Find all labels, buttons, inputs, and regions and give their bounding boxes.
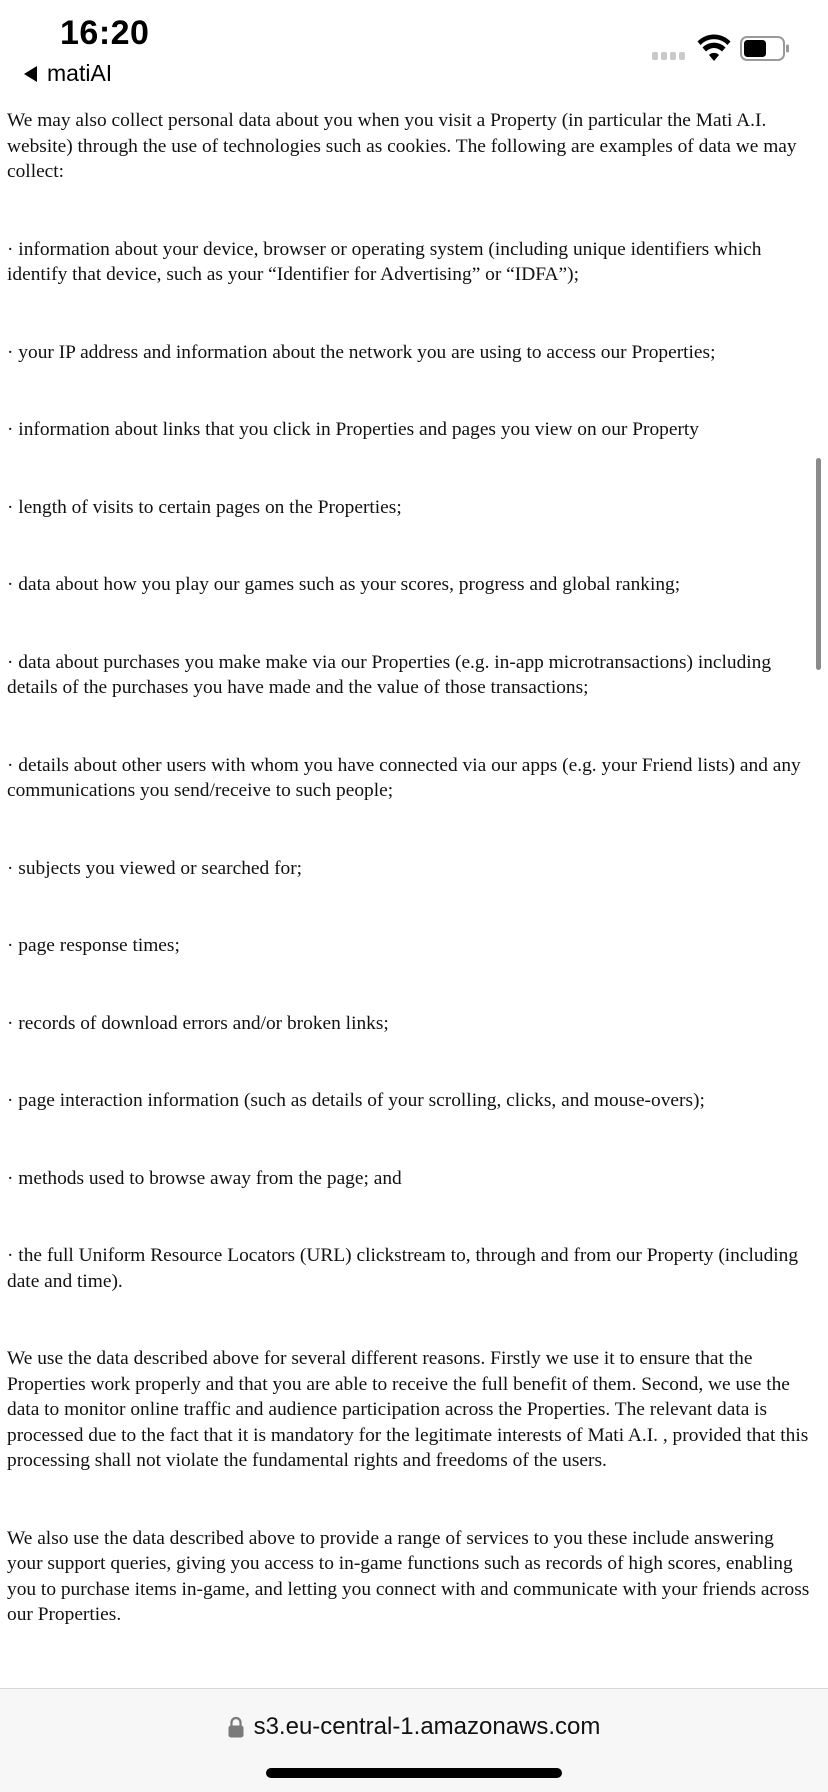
back-app-label: matiAI <box>47 60 113 86</box>
list-item: · length of visits to certain pages on the Properties; <box>7 496 402 518</box>
status-bar <box>0 0 828 100</box>
intro-paragraph: We may also collect personal data about you when you visit a Property (in particular the Mati A.I. website) through the use of technologies such as cookies. The following are examples of data we may collect: <box>7 110 797 182</box>
cellular-signal-icon <box>652 52 685 60</box>
list-item: · subjects you viewed or searched for; <box>7 857 303 879</box>
reasons-paragraph: We use the data described above for several different reasons. Firstly we use it to ensure that the Properties work properly and that you are able to receive the full benefit of them. Second, we use the data to monitor online traffic and audience participation across the Properties. The relevant data is processed due to the fact that it is mandatory for the legitimate interests of Mati A.I. , provided that this processing shall not violate the fundamental rights and freedoms of the users. <box>7 1348 809 1471</box>
vertical-scrollbar[interactable] <box>816 458 821 670</box>
back-triangle-icon <box>24 66 37 82</box>
list-item: · information about links that you click in Properties and pages you view on our Property <box>7 419 700 440</box>
list-item: · details about other users with whom you have connected via our apps (e.g. your Friend lists) and any communications you send/receive to such people; <box>7 754 801 801</box>
status-time: 16:20 <box>60 14 150 52</box>
list-item: · records of download errors and/or broken links; <box>7 1012 389 1034</box>
list-item: · data about how you play our games such as your scores, progress and global ranking; <box>7 574 681 595</box>
url-display[interactable] <box>0 1713 828 1741</box>
url-text: s3.eu-central-1.amazonaws.com <box>253 1713 601 1740</box>
services-paragraph: We also use the data described above to provide a range of services to you these include answering your support queries, giving you access to in-game functions such as records of high scores, enabling you to purchase items in-game, and letting you connect with and communicate with your friends across our Properties. <box>7 1527 810 1625</box>
battery-icon <box>740 36 790 61</box>
list-item: · data about purchases you make make via our Properties (e.g. in-app microtransactions) including details of the purchases you have made and the value of those transactions; <box>7 651 772 698</box>
list-item: · your IP address and information about the network you are using to access our Properties; <box>7 341 716 363</box>
home-indicator[interactable] <box>266 1768 562 1778</box>
list-item: · the full Uniform Resource Locators (URL) clickstream to, through and from our Property (including date and time). <box>7 1245 799 1292</box>
list-item: · methods used to browse away from the page; and <box>7 1167 402 1189</box>
policy-document <box>7 108 813 1680</box>
list-item: · page interaction information (such as details of your scrolling, clicks, and mouse-overs); <box>7 1090 705 1111</box>
wifi-icon <box>697 34 731 62</box>
lock-icon <box>228 1716 244 1738</box>
list-item: · information about your device, browser or operating system (including unique identifiers which identify that device, such as your “Identifier for Advertising” or “IDFA”); <box>7 238 762 285</box>
back-to-app-button[interactable] <box>24 60 112 87</box>
list-item: · page response times; <box>7 935 180 956</box>
